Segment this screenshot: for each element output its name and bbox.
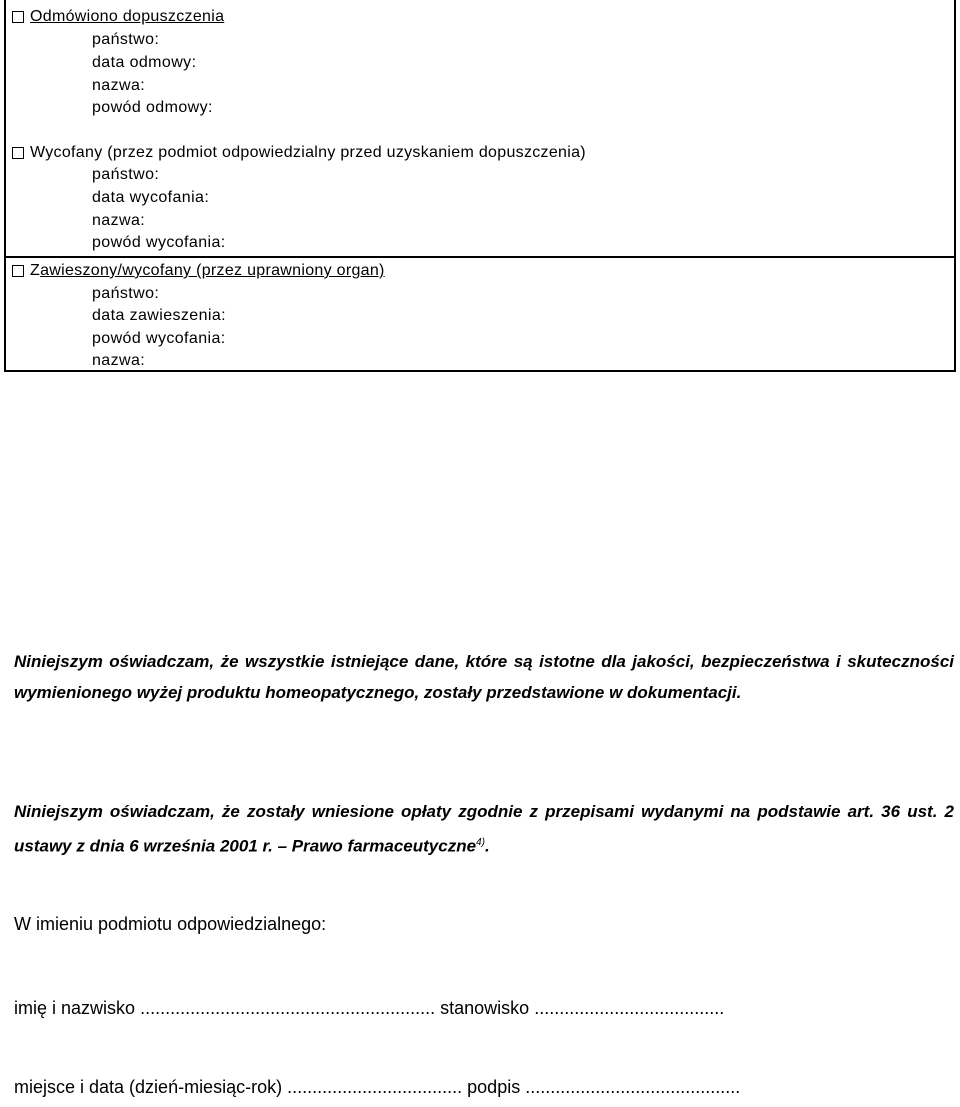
name-label: imię i nazwisko: [14, 998, 136, 1018]
declaration-fees-end: .: [484, 836, 490, 856]
refused-country-field: państwo:: [92, 31, 160, 48]
section-refused-and-withdrawn: [6, 0, 954, 256]
status-table: [4, 0, 956, 372]
position-dots: ......................................: [534, 998, 725, 1018]
place-date-dots: ...................................: [287, 1077, 463, 1097]
suspended-country-field: państwo:: [92, 285, 160, 302]
suspended-name-field: nazwa:: [92, 352, 146, 369]
withdrawn-date-field: data wycofania:: [92, 189, 210, 206]
declaration-documentation: Niniejszym oświadczam, że wszystkie istniejące dane, które są istotne dla jakości, bezpieczeństwa i skuteczności wymienionego wyżej produktu homeopatycznego, zostały przedstawione w dokumentacji.: [14, 652, 954, 702]
refused-heading: [12, 8, 224, 26]
on-behalf-label: W imieniu podmiotu odpowiedzialnego:: [14, 914, 327, 934]
refused-reason-field: powód odmowy:: [92, 99, 213, 116]
withdrawn-checkbox[interactable]: [12, 147, 24, 159]
sign-label: podpis: [467, 1077, 521, 1097]
sign-dots: ...........................................: [525, 1077, 741, 1097]
withdrawn-label: Wycofany (przez podmiot odpowiedzialny przed uzyskaniem dopuszczenia): [30, 144, 586, 161]
withdrawn-country-field: państwo:: [92, 166, 160, 183]
refused-date-field: data odmowy:: [92, 54, 197, 71]
name-position-line: [14, 998, 724, 1019]
footnote-marker: 4): [476, 837, 485, 848]
name-dots: ...........................................................: [140, 998, 436, 1018]
declaration-fees: [14, 796, 954, 862]
place-sign-line: [14, 1077, 740, 1098]
position-label: stanowisko: [440, 998, 530, 1018]
suspended-reason-field: powód wycofania:: [92, 330, 226, 347]
suspended-checkbox[interactable]: [12, 265, 24, 277]
suspended-date-field: data zawieszenia:: [92, 307, 226, 324]
refused-label: Odmówiono dopuszczenia: [30, 8, 225, 25]
suspended-label-rest: awieszony/wycofany (przez uprawniony organ): [40, 262, 385, 279]
section-suspended: [6, 256, 954, 372]
declaration-fees-text: Niniejszym oświadczam, że zostały wniesione opłaty zgodnie z przepisami wydanymi na podstawie art. 36 ust. 2 ustawy z dnia 6 września 2001 r. – Prawo farmaceutyczne: [14, 802, 954, 856]
refused-name-field: nazwa:: [92, 77, 146, 94]
suspended-label-first: Z: [30, 262, 41, 279]
place-date-label: miejsce i data (dzień-miesiąc-rok): [14, 1077, 283, 1097]
suspended-heading: [12, 262, 385, 280]
withdrawn-name-field: nazwa:: [92, 212, 146, 229]
withdrawn-reason-field: powód wycofania:: [92, 234, 226, 251]
refused-checkbox[interactable]: [12, 11, 24, 23]
withdrawn-heading: [12, 144, 586, 162]
